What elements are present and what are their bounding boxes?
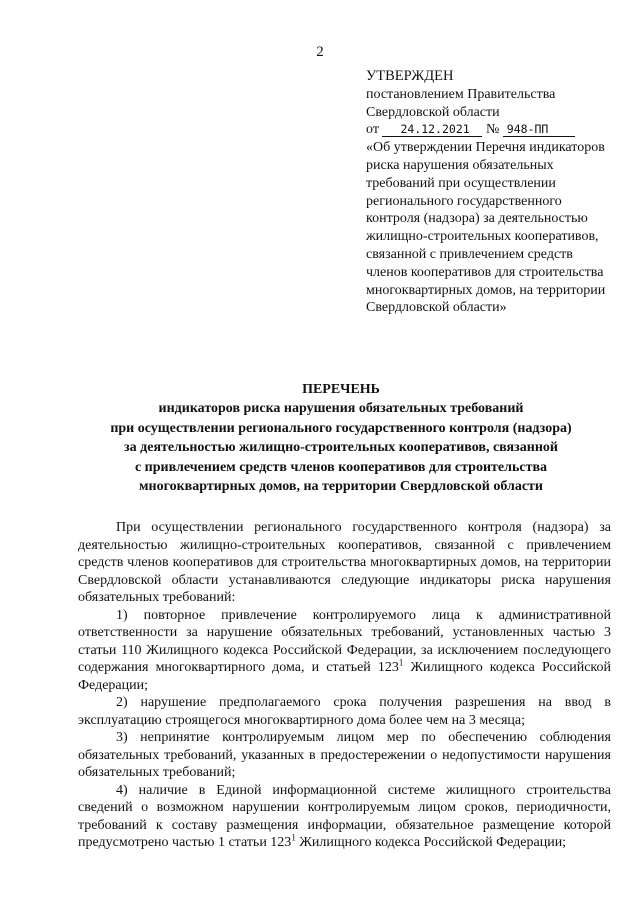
list-item-4 [78,782,611,852]
list-item-1 [78,607,611,695]
decree-date: 24.12.2021 [382,122,482,137]
approval-line-2: Свердловской области [366,104,500,120]
approval-title: УТВЕРЖДЕН [366,68,454,84]
heading-line-5: многоквартирных домов, на территории Свердловской области [139,479,543,495]
approval-date-number [366,121,616,139]
approval-block [366,68,616,317]
document-heading [60,380,622,496]
heading-title: ПЕРЕЧЕНЬ [302,382,380,397]
list-item-1-text-b: Жилищного кодекса Российской Федерации; [78,660,611,693]
heading-line-1: индикаторов риска нарушения обязательных требований [158,401,524,417]
number-label: № [485,122,500,138]
list-item-1-superscript: 1 [398,657,404,668]
decree-number: 948-ПП [503,122,575,137]
list-item-4-superscript: 1 [291,832,296,843]
approval-line-1: постановлением Правительства [366,86,556,102]
intro-paragraph: При осуществлении регионального государственного контроля (надзора) за деятельностью жилищно-строительных кооперативов, связанной с привлечением средств членов кооперативов для строительства многоквартирных домов, на территории Свердловской области устанавливаются следующие индикаторы риска нарушения обязательных требований: [78,520,611,605]
approval-subject: «Об утверждении Перечня индикаторов риска нарушения обязательных требований при осуществлении регионального государственного контроля (надзора) за деятельностью жилищно-строительных кооперативов, связанной с привлечением средств членов кооперативов для строительства многоквартирных домов, на территории Свердловской области» [366,140,606,316]
list-item-3: 3) непринятие контролируемым лицом мер по обеспечению соблюдения обязательных требований, указанных в предостережении о недопустимости нарушения обязательных требований; [78,730,611,780]
from-label: от [366,122,379,138]
list-item-4-text-a: 4) наличие в Единой информационной системе жилищного строительства сведений о возможном нарушении контролируемым лицом сроков, периодичности, требований к составу размещения информации, обязательное размещение которой предусмотрено частью 1 статьи 123 [78,782,611,850]
list-item-2: 2) нарушение предполагаемого срока получения разрешения на ввод в эксплуатацию строящегося многоквартирного дома более чем на 3 месяца; [78,695,611,728]
heading-line-3: за деятельностью жилищно-строительных кооперативов, связанной [124,440,558,456]
document-body [78,519,611,852]
list-item-4-text-b: Жилищного кодекса Российской Федерации; [295,835,567,850]
page-number: 2 [316,44,324,60]
heading-line-4: с привлечением средств членов кооперативов для строительства [134,459,548,475]
list-item-1-text-a: 1) повторное привлечение контролируемого лица к административной ответственности за нарушение обязательных требований, установленных частью 3 статьи 110 Жилищного кодекса Российской Федерации, за исключением последующего содержания многоквартирного дома, и статьей 123 [78,607,611,675]
heading-line-2: при осуществлении регионального государственного контроля (надзора) [110,420,572,436]
